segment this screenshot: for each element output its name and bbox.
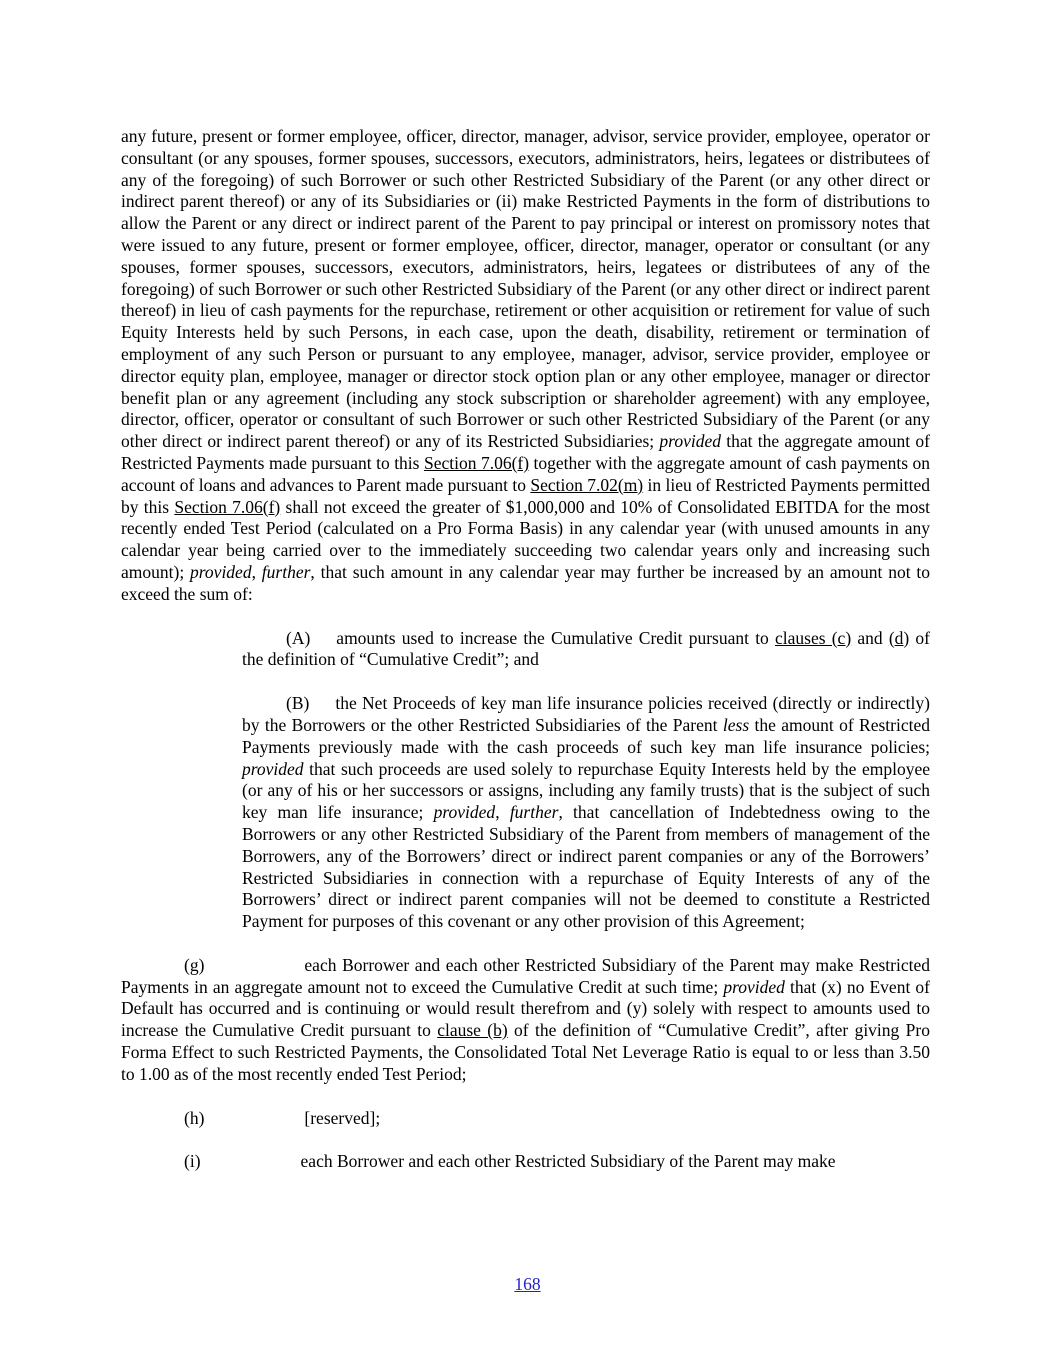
text-run: less: [722, 714, 750, 735]
tab-spacer: [204, 1123, 304, 1124]
text-run: Section 7.06(f): [174, 496, 281, 517]
text-run: (d): [888, 627, 910, 648]
page-footer: [0, 1274, 1055, 1296]
text-run: clauses (c): [775, 627, 852, 648]
tab-spacer: [204, 970, 304, 971]
text-run: the Net Proceeds of key man life insurance policies received (directly or indirectly) by the Borrowers or the other Restricted Subsidiaries of the Parent: [242, 693, 930, 735]
tab-spacer: [309, 708, 335, 709]
text-run: (B): [286, 693, 310, 714]
text-run: provided: [723, 976, 785, 997]
text-run: provided: [190, 561, 252, 582]
text-run: the amount of Restricted Payments previously made with the cash proceeds of such key man life insurance policies;: [242, 714, 930, 757]
text-run: of the definition of “Cumulative Credit”, after giving Pro Forma Effect to such Restricted Payments, the Consolidated Total Net Leverage Ratio is equal to or less than 3.50 to 1.00 as of the most recently ended Test Period;: [121, 1020, 930, 1084]
text-run: further: [509, 802, 559, 823]
paragraph-clause-i: [121, 1151, 930, 1173]
text-run: further: [261, 561, 311, 582]
tab-spacer: [310, 643, 336, 644]
text-run: , that cancellation of Indebtedness owing to the Borrowers or any other Restricted Subsidiary of the Parent from members of management of the Borrowers, any of the Borrowers’ direct or indirect parent companies or any of the Borrowers’ Restricted Subsidiaries in connection with a repurchase of Equity Interests of any of the Borrowers’ direct or indirect parent companies will not be deemed to constitute a Restricted Payment for purposes of this covenant or any other provision of this Agreement;: [242, 802, 930, 932]
text-run: that the aggregate amount of Restricted Payments made pursuant to this: [121, 431, 931, 473]
paragraph-clause-a: [242, 628, 930, 672]
text-run: (i): [184, 1151, 201, 1172]
text-run: , that such amount in any calendar year may further be increased by an amount not to exceed the sum of:: [121, 561, 931, 604]
text-run: and: [851, 627, 889, 648]
text-run: each Borrower and each other Restricted Subsidiary of the Parent may make Restricted Payments in an aggregate amount not to exceed the Cumulative Credit at such time;: [121, 954, 930, 997]
page-number-link[interactable]: 168: [514, 1274, 541, 1294]
text-run: shall not exceed the greater of $1,000,000 and 10% of Consolidated EBITDA for the most recently ended Test Period (calculated on a Pro Forma Basis) in any calendar year (with unused amounts in any calendar year being carried over to the immediately succeeding two calendar years only and increasing such amount);: [121, 496, 931, 582]
text-run: (g): [184, 954, 205, 975]
text-run: Section 7.06(f): [423, 452, 530, 473]
text-run: any future, present or former employee, officer, director, manager, advisor, service provider, employee, operator or consultant (or any spouses, former spouses, successors, executors, administrators, heirs, legatees or distributees of any of the foregoing) of such Borrower or such other Restricted Subsidiary of the Parent (or any other direct or indirect parent thereof) or any of its Subsidiaries or (ii) make Restricted Payments in the form of distributions to allow the Parent or any direct or indirect parent of the Parent to pay principal or interest on promissory notes that were issued to any future, present or former employee, officer, director, manager, operator or consultant (or any spouses, former spouses, successors, executors, administrators, heirs, legatees or distributees of any of the foregoing) of such Borrower or such other Restricted Subsidiary of the Parent (or any other direct or indirect parent thereof) in lieu of cash payments for the repurchase, retirement or other acquisition or retirement for value of such Equity Interests held by such Persons, in each case, upon the death, disability, retirement or termination of employment of any such Person or pursuant to any employee, manager, advisor, service provider, employee or director equity plan, employee, manager or director stock option plan or any other employee, manager or director benefit plan or any agreement (including any stock subscription or shareholder agreement) with any employee, director, officer, operator or consultant of such Borrower or such other Restricted Subsidiary of the Parent (or any other direct or indirect parent thereof) or any of its Restricted Subsidiaries;: [121, 126, 930, 452]
paragraph-clause-g: [121, 955, 930, 1086]
text-run: (A): [286, 627, 311, 648]
text-run: amounts used to increase the Cumulative Credit pursuant to: [336, 627, 775, 648]
text-run: ,: [251, 561, 262, 582]
text-run: [reserved];: [304, 1107, 381, 1128]
text-run: Section 7.02(m): [530, 474, 644, 495]
text-run: ,: [495, 802, 510, 823]
text-run: that such proceeds are used solely to repurchase Equity Interests held by the employee (or any of his or her successors or assigns, including any family trusts) that is the subject of such key man life insurance;: [242, 758, 930, 823]
text-run: (h): [184, 1107, 205, 1128]
text-run: provided: [433, 802, 496, 823]
tab-spacer: [201, 1166, 301, 1167]
text-run: together with the aggregate amount of cash payments on account of loans and advances to Parent made pursuant to: [121, 452, 930, 495]
paragraph-clause-h: [121, 1108, 930, 1130]
text-run: provided: [659, 431, 721, 452]
text-run: clause (b): [437, 1020, 508, 1041]
paragraph-body-continuation: [121, 126, 930, 606]
paragraph-clause-b: [242, 693, 930, 933]
text-run: that (x) no Event of Default has occurred and is continuing or would result therefrom and (y) solely with respect to amounts used to increase the Cumulative Credit pursuant to: [121, 976, 930, 1041]
text-run: of the definition of “Cumulative Credit”; and: [242, 627, 930, 670]
document-body: [121, 126, 930, 1195]
text-run: each Borrower and each other Restricted Subsidiary of the Parent may make: [300, 1151, 836, 1172]
text-run: provided: [242, 758, 304, 779]
text-run: in lieu of Restricted Payments permitted by this: [121, 474, 930, 517]
